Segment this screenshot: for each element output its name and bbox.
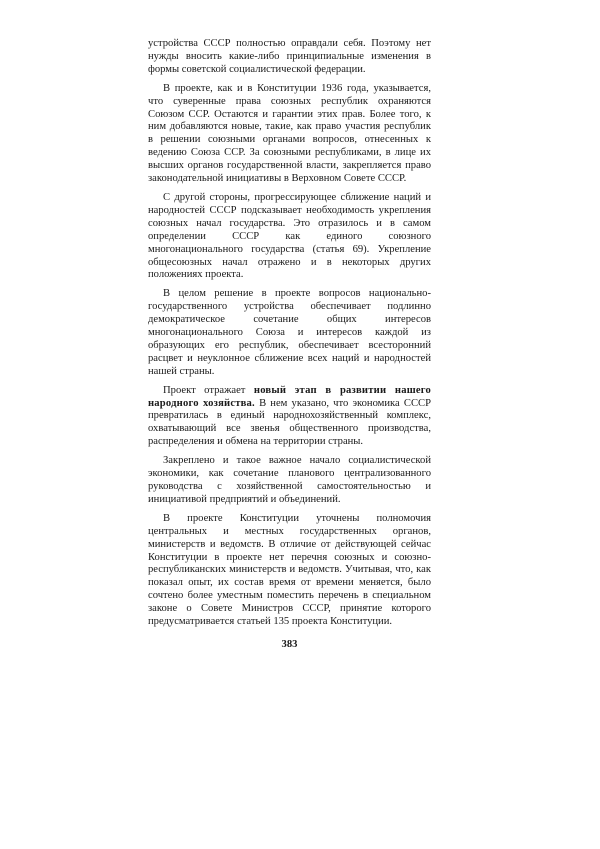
paragraph-p2 <box>148 83 431 186</box>
text-run: С другой стороны, прогрессирующее сближение наций и народностей СССР подсказывает необходимость укрепления союзных начал государства. Это отразилось и в самом определении СССР как единого союзного многонационального государства (статья 69). Укрепление общесоюзных начал отражено и в некоторых других положениях проекта. <box>148 191 431 281</box>
text-run: В нем указано, что экономика СССР превратилась в единый народнохозяйственный комплекс, охватывающий все звенья общественного производства, распределения и обмена на территории страны. <box>148 397 431 448</box>
document-body <box>148 38 431 629</box>
paragraph-p5 <box>148 385 431 450</box>
text-run: Закреплено и такое важное начало социалистической экономики, как сочетание планового централизованного руководства с хозяйственной самостоятельностью и инициативой предприятий и объединений. <box>148 455 431 505</box>
text-run: В проекте Конституции уточнены полномочия центральных и местных государственных органов, министерств и ведомств. В отличие от действующей сейчас Конституции в проекте нет перечня союзных и союзно-республиканских министерств и ведомств. Учитывая, что, как показал опыт, их состав время от времени меняется, было сочтено более уместным поместить перечень в специальном законе о Совете Министров СССР, принятие которого предусматривается статьей 135 проекта Конституции. <box>148 512 431 628</box>
text-run: Проект отражает <box>163 384 254 396</box>
text-run: устройства СССР полностью оправдали себя. Поэтому нет нужды вносить какие-либо принципиальные изменения в формы советской социалистической федерации. <box>148 38 431 75</box>
emphasized-text: новый этап в развитии нашего народного хозяйства. <box>148 384 431 409</box>
paragraph-p6 <box>148 455 431 507</box>
paragraph-p3 <box>148 192 431 282</box>
paragraph-p4 <box>148 288 431 378</box>
paragraph-p7 <box>148 513 431 629</box>
text-run: В проекте, как и в Конституции 1936 года, указывается, что суверенные права союзных республик охраняются Союзом ССР. Остаются и гарантии этих прав. Более того, к ним добавляются новые, такие, как право участия республик в решении союзными органами вопросов, отнесенных к ведению Союза ССР. За союзными республиками, в лице их высших органов государственной власти, закрепляется право законодательной инициативы в Верховном Совете СССР. <box>148 82 431 185</box>
text-run: В целом решение в проекте вопросов национально-государственного устройства обеспечивает подлинно демократическое сочетание общих интересов многонационального Союза и интересов каждой из образующих его республик, обеспечивает всесторонний расцвет и неуклонное сближение всех наций и народностей нашей страны. <box>148 288 431 377</box>
page-number: 383 <box>281 638 298 650</box>
document-page <box>148 38 431 652</box>
paragraph-p1 <box>148 38 431 77</box>
